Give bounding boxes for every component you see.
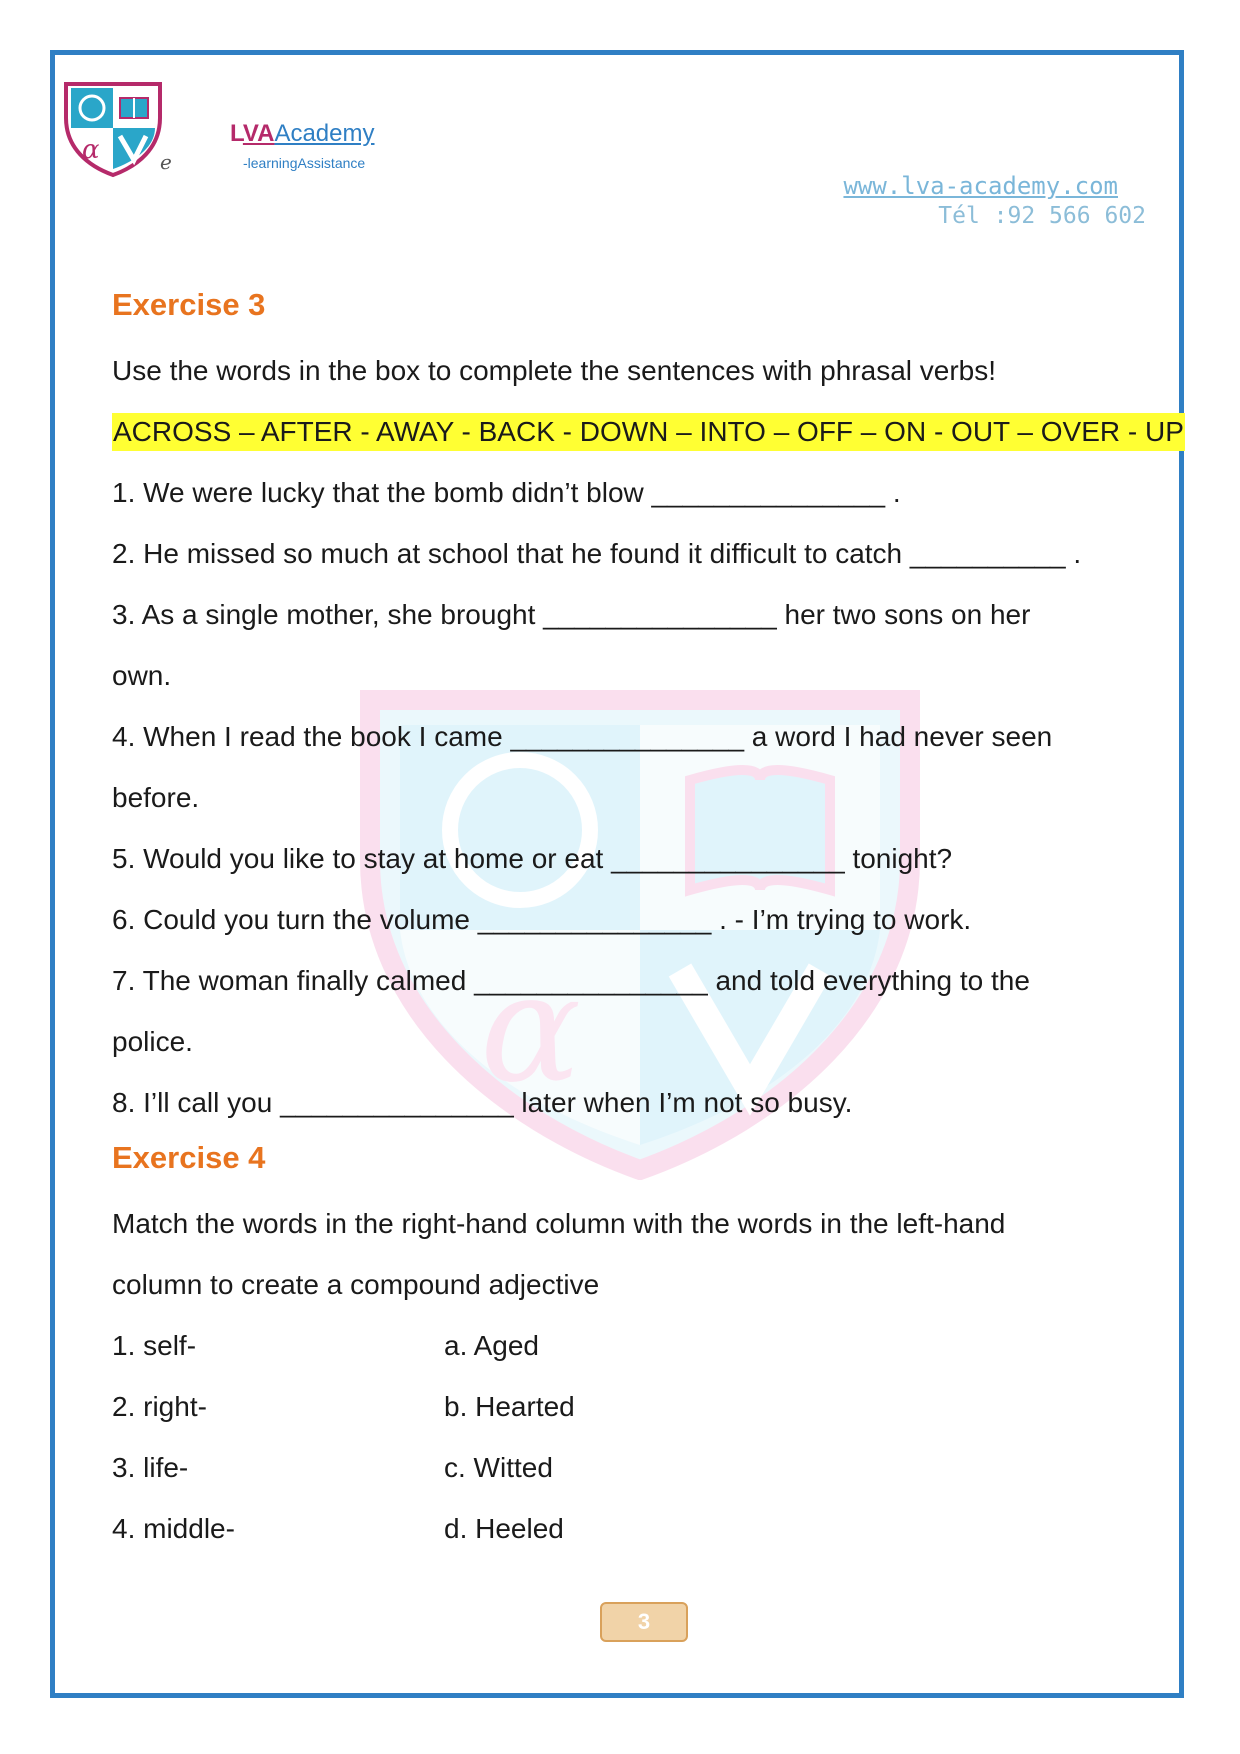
page-number-badge: 3	[600, 1602, 688, 1642]
brand-l: L	[230, 120, 243, 147]
brand-va: VA	[242, 120, 275, 147]
exercise-line: 8. I’ll call you _______________ later when I’m not so busy.	[112, 1087, 853, 1118]
match-right: d. Heeled	[444, 1513, 564, 1544]
exercise-line: 6. Could you turn the volume _______________ . - I’m trying to work.	[112, 904, 972, 935]
exercise-4-title: Exercise 4	[112, 1140, 266, 1175]
worksheet-content	[112, 280, 1192, 1559]
exercise-line: 4. When I read the book I came _______________ a word I had never seen	[112, 721, 1053, 752]
brand-name	[230, 120, 375, 148]
match-left: 3. life-	[112, 1452, 189, 1483]
academy-logo-icon	[58, 78, 168, 178]
match-row	[112, 1376, 1192, 1437]
exercise-line: 3. As a single mother, she brought _______________ her two sons on her	[112, 599, 1031, 630]
exercise-line: 1. We were lucky that the bomb didn’t blow _______________ .	[112, 477, 901, 508]
match-left: 4. middle-	[112, 1513, 235, 1544]
svg-text:α: α	[82, 135, 100, 165]
match-left: 1. self-	[112, 1330, 197, 1361]
match-left: 2. right-	[112, 1391, 207, 1422]
match-right: b. Hearted	[444, 1391, 575, 1422]
exercise-line: before.	[112, 782, 200, 813]
phone-number: Tél :92 566 602	[938, 203, 1146, 229]
exercise-4-instruction: column to create a compound adjective	[112, 1269, 600, 1300]
match-row	[112, 1315, 1192, 1376]
svg-text:α: α	[480, 942, 582, 1116]
exercise-line: 5. Would you like to stay at home or eat _______________ tonight?	[112, 843, 953, 874]
website-link[interactable]: www.lva-academy.com	[843, 172, 1118, 200]
match-row	[112, 1437, 1192, 1498]
exercise-line: 2. He missed so much at school that he found it difficult to catch __________ .	[112, 538, 1082, 569]
exercise-3-title: Exercise 3	[112, 287, 266, 322]
match-right: c. Witted	[444, 1452, 553, 1483]
exercise-line: own.	[112, 660, 172, 691]
exercise-line: 7. The woman finally calmed _______________ and told everything to the	[112, 965, 1030, 996]
exercise-line: police.	[112, 1026, 193, 1057]
word-box: ACROSS – AFTER - AWAY - BACK - DOWN – INTO – OFF – ON - OUT – OVER - UP	[112, 413, 1185, 451]
exercise-3-instruction: Use the words in the box to complete the sentences with phrasal verbs!	[112, 355, 997, 386]
brand-academy: Academy	[274, 120, 375, 147]
match-right: a. Aged	[444, 1330, 539, 1361]
match-row	[112, 1498, 1192, 1559]
brand-tagline: -learningAssistance	[243, 155, 366, 171]
exercise-4-instruction: Match the words in the right-hand column with the words in the left-hand	[112, 1208, 1006, 1239]
word-box-row	[112, 401, 1192, 462]
logo-e-letter: e	[160, 150, 172, 174]
